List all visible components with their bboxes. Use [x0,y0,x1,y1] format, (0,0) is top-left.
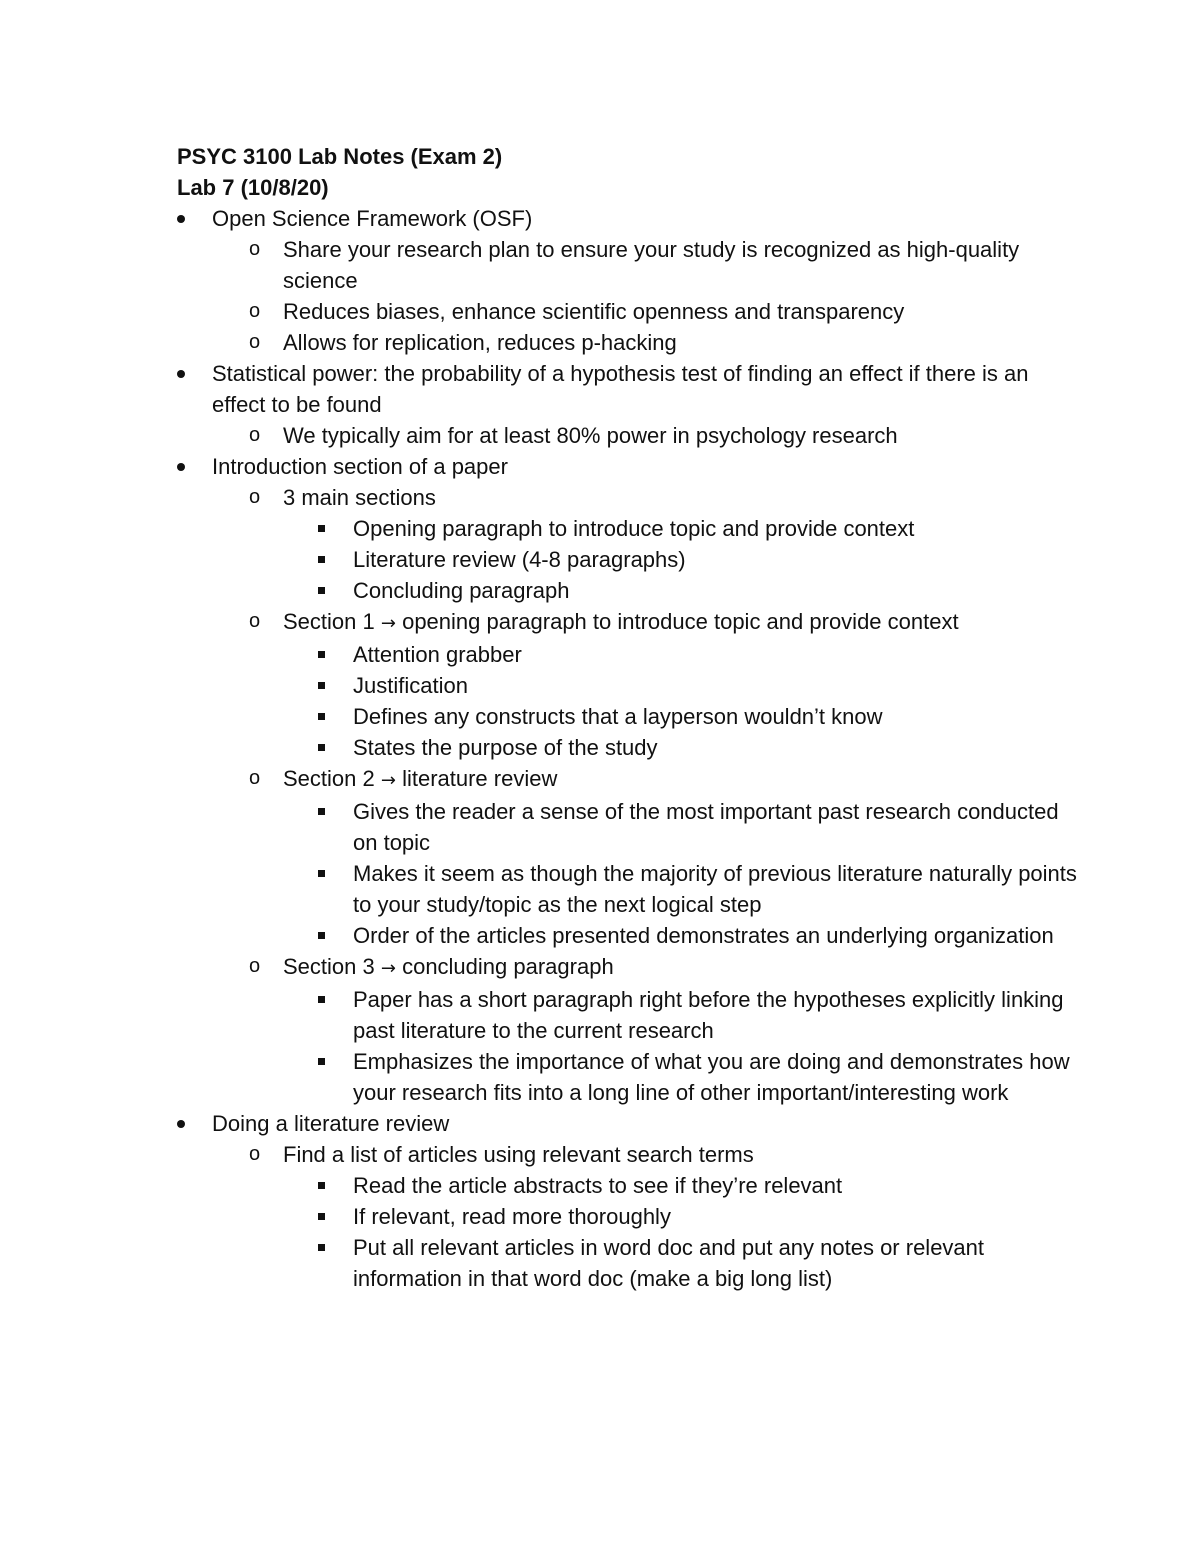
bullet-square-icon [318,1046,330,1077]
list-item-text: concluding paragraph [402,954,614,979]
list-item-text: Put all relevant articles in word doc and put any notes or relevant information in that word doc (make a big long list) [353,1235,985,1291]
list-item [177,420,1077,451]
bullet-circle-icon: o [249,238,261,260]
list-item-text: Paper has a short paragraph right before the hypotheses explicitly linking past literature to the current research [353,987,1064,1043]
list-item-text: Literature review (4-8 paragraphs) [353,547,686,572]
bullet-square-icon [318,701,330,732]
bullet-square-icon [318,544,330,575]
bullet-circle-icon: o [249,955,261,977]
bullet-square-icon [318,513,330,544]
list-item-text: Gives the reader a sense of the most important past research conducted on topic [353,799,1059,855]
list-item [177,544,1077,575]
arrow-right-icon: → [380,770,396,791]
arrow-right-icon: → [380,958,396,979]
list-item-text: States the purpose of the study [353,735,658,760]
list-item [177,920,1077,951]
list-item [177,451,1077,482]
list-item [177,984,1077,1046]
list-item [177,1108,1077,1139]
list-item [177,1139,1077,1170]
bullet-circle-icon: o [249,610,261,632]
list-item-text: Statistical power: the probability of a hypothesis test of finding an effect if there is an effect to be found [212,361,1029,417]
list-item-text: Read the article abstracts to see if they’re relevant [353,1173,843,1198]
list-item [177,327,1077,358]
list-item [177,951,1077,984]
list-item [177,858,1077,920]
bullet-square-icon [318,732,330,763]
list-item [177,763,1077,796]
list-item-text: Attention grabber [353,642,522,667]
list-item [177,796,1077,858]
list-item [177,575,1077,606]
bullet-square-icon [318,858,330,889]
list-item [177,670,1077,701]
list-item [177,296,1077,327]
section-label: Section 3 [283,954,375,979]
bullet-circle-icon: o [249,424,261,446]
bullet-dot-icon [177,1108,187,1139]
bullet-dot-icon [177,203,187,234]
section-label: Section 1 [283,609,375,634]
section-label: Section 2 [283,766,375,791]
list-item [177,234,1077,296]
bullet-circle-icon: o [249,300,261,322]
bullet-square-icon [318,575,330,606]
list-item [177,358,1077,420]
bullet-square-icon [318,639,330,670]
list-item-text: 3 main sections [283,485,436,510]
bullet-square-icon [318,1201,330,1232]
list-item-text: Order of the articles presented demonstrates an underlying organization [353,923,1054,948]
list-item [177,482,1077,513]
bullet-square-icon [318,1232,330,1263]
lab-subtitle: Lab 7 (10/8/20) [177,175,329,200]
list-item [177,1232,1077,1294]
list-item-text: Concluding paragraph [353,578,570,603]
list-item [177,606,1077,639]
bullet-circle-icon: o [249,1143,261,1165]
bullet-circle-icon: o [249,767,261,789]
list-item-text: Allows for replication, reduces p-hacking [283,330,677,355]
bullet-square-icon [318,670,330,701]
document-body [177,141,1077,1294]
list-item-text: Reduces biases, enhance scientific openness and transparency [283,299,905,324]
list-item-text: literature review [402,766,558,791]
list-item-text: Opening paragraph to introduce topic and provide context [353,516,915,541]
arrow-right-icon: → [380,613,396,634]
bullet-square-icon [318,984,330,1015]
list-item-text: Makes it seem as though the majority of previous literature naturally points to your study/topic as the next logical step [353,861,1077,917]
list-item-text: If relevant, read more thoroughly [353,1204,671,1229]
list-item-text: We typically aim for at least 80% power in psychology research [283,423,898,448]
list-item [177,732,1077,763]
list-item-text: opening paragraph to introduce topic and provide context [402,609,959,634]
list-item [177,203,1077,234]
list-item-text: Open Science Framework (OSF) [212,206,533,231]
list-item [177,1046,1077,1108]
bullet-dot-icon [177,451,187,482]
bullet-square-icon [318,1170,330,1201]
list-item-text: Introduction section of a paper [212,454,508,479]
list-item-text: Find a list of articles using relevant search terms [283,1142,754,1167]
list-item [177,701,1077,732]
document-title: PSYC 3100 Lab Notes (Exam 2) [177,144,503,169]
bullet-circle-icon: o [249,331,261,353]
list-item-text: Emphasizes the importance of what you are doing and demonstrates how your research fits into a long line of other important/interesting work [353,1049,1070,1105]
bullet-square-icon [318,796,330,827]
list-item [177,513,1077,544]
list-item [177,639,1077,670]
list-item-text: Doing a literature review [212,1111,450,1136]
list-item [177,1201,1077,1232]
list-item-text: Share your research plan to ensure your study is recognized as high-quality science [283,237,1020,293]
list-item-text: Defines any constructs that a layperson wouldn’t know [353,704,883,729]
bullet-circle-icon: o [249,486,261,508]
list-item [177,1170,1077,1201]
list-item-text: Justification [353,673,468,698]
bullet-dot-icon [177,358,187,389]
bullet-square-icon [318,920,330,951]
